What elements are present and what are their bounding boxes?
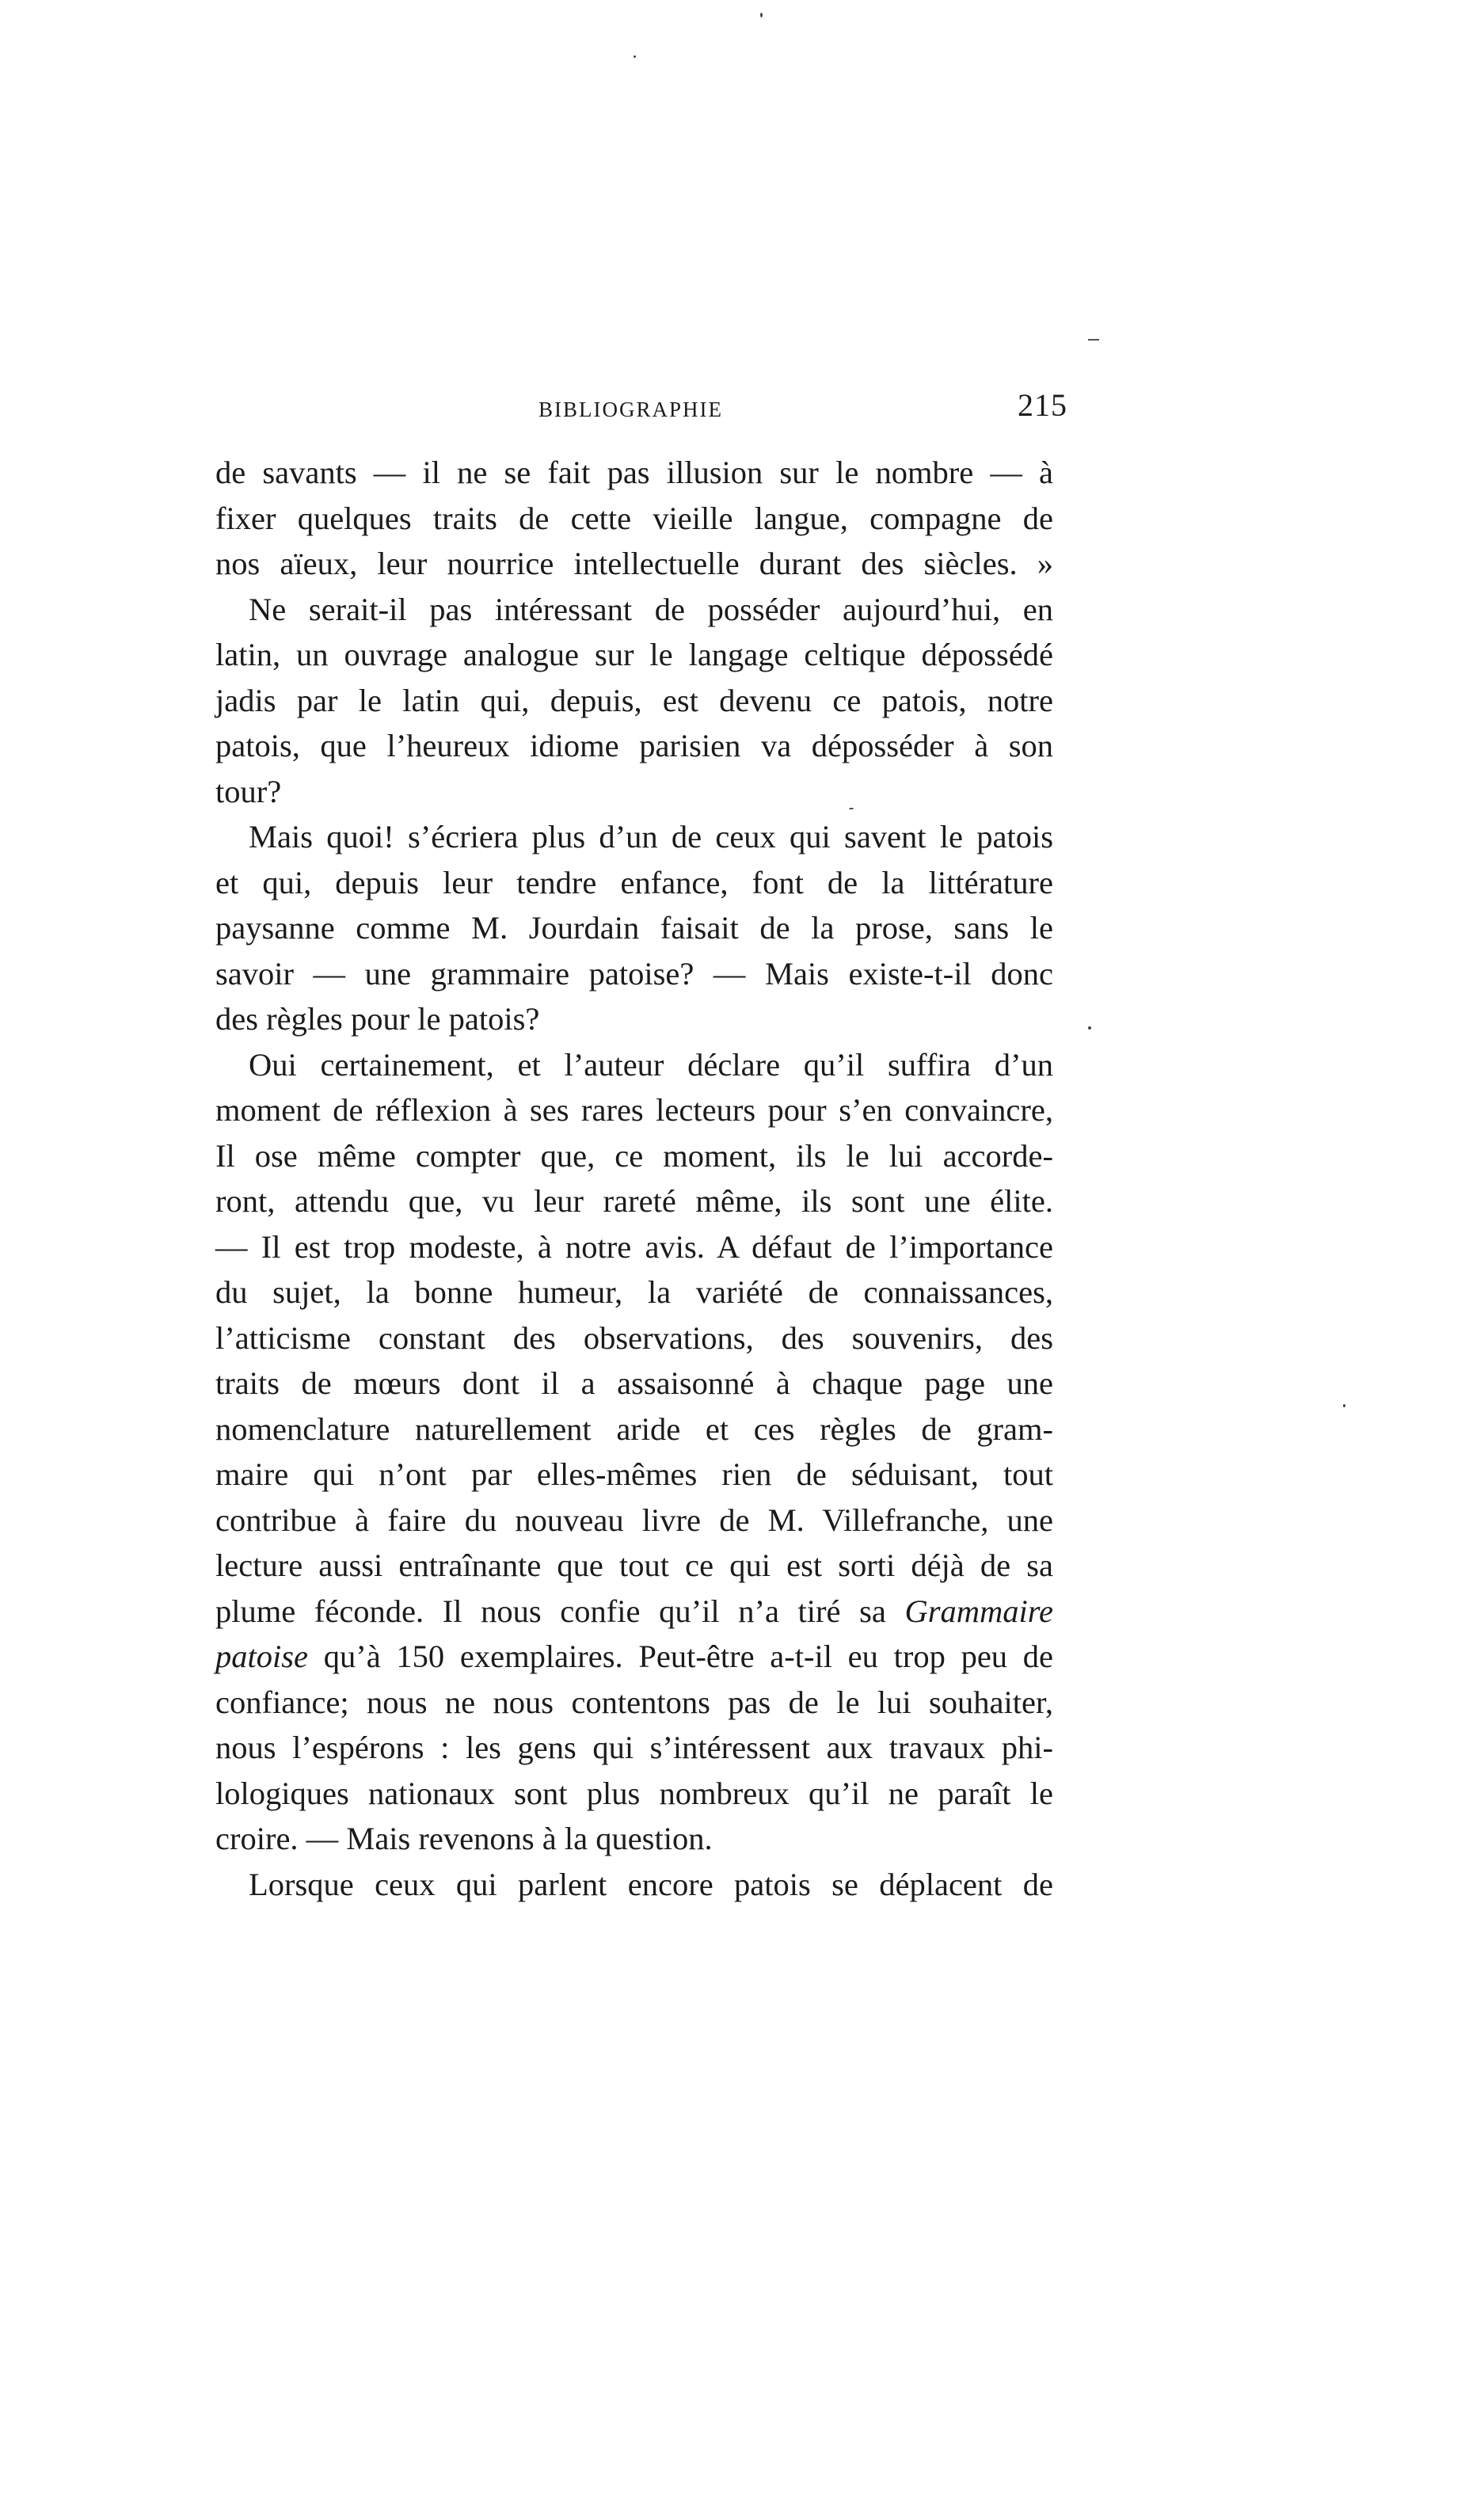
paragraph-end-line: tour? — [215, 773, 282, 809]
text-line: nous l’espérons : les gens qui s’intéressent aux travaux phi- — [215, 1730, 1053, 1765]
text-line: l’atticisme constant des observations, des souvenirs, des — [215, 1319, 1053, 1356]
paragraph-start-line: Lorsque ceux qui parlent encore patois se déplacent de — [249, 1866, 1053, 1902]
text-line: nos aïeux, leur nourrice intellectuelle durant des siècles. » — [215, 546, 1053, 581]
text-line: fixer quelques traits de cette vieille langue, compagne de — [215, 500, 1053, 536]
text-line: latin, un ouvrage analogue sur le langage celtique dépossédé — [215, 637, 1053, 672]
text-line: confiance; nous ne nous contentons pas de le lui souhaiter, — [215, 1684, 1053, 1720]
paragraph-end-line: croire. — Mais revenons à la question. — [215, 1821, 713, 1856]
text-line — [215, 1634, 1053, 1680]
paragraph-start-line: Mais quoi! s’écriera plus d’un de ceux qui savent le patois — [249, 819, 1053, 855]
paper-speck — [760, 13, 763, 17]
text-line: et qui, depuis leur tendre enfance, font de la littérature — [215, 864, 1053, 900]
text-line: du sujet, la bonne humeur, la variété de connaissances, — [215, 1274, 1053, 1310]
margin-mark — [1088, 339, 1099, 341]
paragraph-start-line: Oui certainement, et l’auteur déclare qu’il suffira d’un — [249, 1046, 1053, 1083]
paper-speck — [634, 55, 636, 58]
text-line: traits de mœurs dont il a assaisonné à chaque page une — [215, 1365, 1053, 1401]
running-head — [215, 386, 1067, 434]
text-line: Il ose même compter que, ce moment, ils le lui accorde- — [215, 1137, 1053, 1174]
text-line: contribue à faire du nouveau livre de M. Villefranche, une — [215, 1502, 1053, 1538]
page-number: 215 — [1018, 387, 1067, 423]
text-line: paysanne comme M. Jourdain faisait de la prose, sans le — [215, 910, 1053, 946]
text-line: ront, attendu que, vu leur rareté même, ils sont une élite. — [215, 1183, 1053, 1219]
text-line: patois, que l’heureux idiome parisien va déposséder à son — [215, 728, 1053, 763]
text-line — [215, 1589, 1053, 1635]
book-title-italic: patoise — [215, 1639, 308, 1674]
text-line: — Il est trop modeste, à notre avis. A défaut de l’importance — [215, 1228, 1053, 1265]
paragraph-end-line: des règles pour le patois? — [215, 1001, 540, 1037]
text-segment: qu’à 150 exemplaires. Peut-être a-t-il eu trop peu de — [323, 1639, 1053, 1674]
paper-speck — [849, 808, 854, 809]
paragraph-start-line: Ne serait-il pas intéressant de posséder aujourd’hui, en — [249, 591, 1053, 627]
text-line: lologiques nationaux sont plus nombreux qu’il ne paraît le — [215, 1775, 1053, 1811]
text-line: savoir — une grammaire patoise? — Mais existe-t-il donc — [215, 955, 1053, 992]
text-line: moment de réflexion à ses rares lecteurs pour s’en convaincre, — [215, 1092, 1053, 1128]
text-line: jadis par le latin qui, depuis, est devenu ce patois, notre — [215, 682, 1053, 718]
paper-speck — [1343, 1404, 1345, 1407]
text-line: de savants — il ne se fait pas illusion sur le nombre — à — [215, 455, 1053, 490]
book-title-italic: Grammaire — [904, 1593, 1053, 1629]
text-line: maire qui n’ont par elles-mêmes rien de séduisant, tout — [215, 1456, 1053, 1492]
text-line: lecture aussi entraînante que tout ce qui est sorti déjà de sa — [215, 1547, 1053, 1583]
text-line: nomenclature naturellement aride et ces règles de gram- — [215, 1410, 1053, 1447]
running-title: BIBLIOGRAPHIE — [538, 398, 723, 421]
paper-speck — [1088, 1026, 1091, 1030]
body-text — [215, 450, 1053, 1907]
text-segment: plume féconde. Il nous confie qu’il n’a tiré sa — [215, 1593, 886, 1629]
